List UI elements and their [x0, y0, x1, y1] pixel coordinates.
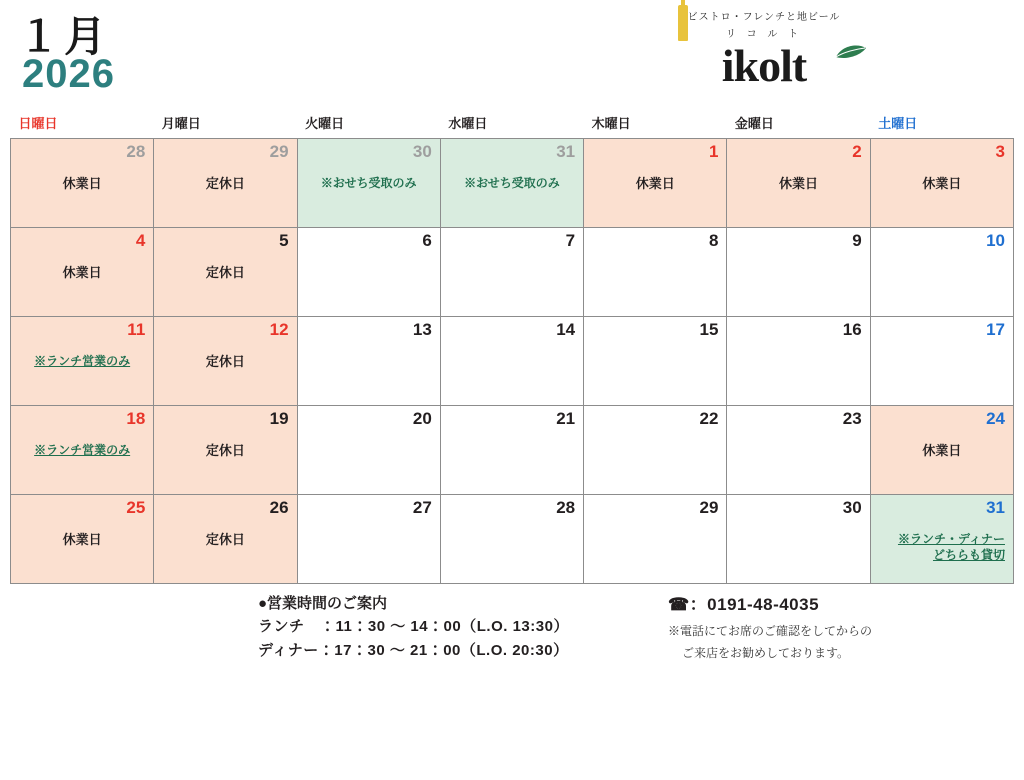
calendar-day-cell[interactable]: [584, 228, 727, 317]
weekday-header-mon: 月曜日: [161, 116, 201, 131]
calendar-day-cell[interactable]: [154, 317, 297, 406]
day-number: 7: [565, 231, 576, 250]
day-note: 休業日: [779, 176, 819, 191]
calendar-day-cell[interactable]: [440, 139, 583, 228]
day-note: ※ランチ・ディナー どちらも貸切: [897, 532, 1005, 563]
day-number: 28: [556, 498, 576, 517]
calendar-day-cell[interactable]: [297, 495, 440, 584]
day-number: 6: [422, 231, 432, 250]
calendar-day-cell[interactable]: [727, 139, 870, 228]
calendar-day-cell[interactable]: [727, 228, 870, 317]
day-number: 30: [842, 498, 862, 517]
calendar-day-cell[interactable]: [440, 317, 583, 406]
day-number: 13: [412, 320, 432, 339]
day-number: 20: [412, 409, 432, 428]
logo-tagline: ビストロ・フレンチと地ビール: [687, 12, 841, 23]
day-note: 休業日: [62, 265, 102, 280]
calendar-day-cell[interactable]: [727, 495, 870, 584]
weekday-header-fri: 金曜日: [734, 116, 774, 131]
phone-note-line-1: ※電話にてお席のご確認をしてからの: [668, 623, 873, 638]
calendar-day-cell[interactable]: [11, 317, 154, 406]
calendar-day-cell[interactable]: [297, 406, 440, 495]
day-number: 23: [842, 409, 862, 428]
calendar-day-cell[interactable]: [154, 139, 297, 228]
day-note: 休業日: [922, 443, 962, 458]
day-number: 12: [269, 320, 289, 339]
day-number: 21: [556, 409, 576, 428]
day-note: 休業日: [635, 176, 675, 191]
calendar-day-cell[interactable]: [440, 228, 583, 317]
leaf-icon: [834, 43, 868, 61]
calendar-day-cell[interactable]: [870, 495, 1013, 584]
calendar-day-cell[interactable]: [870, 317, 1013, 406]
calendar-body: [11, 139, 1014, 584]
day-number: 11: [127, 320, 146, 339]
day-number: 4: [135, 231, 146, 250]
weekday-header-sat: 土曜日: [878, 116, 918, 131]
day-number: 5: [279, 231, 289, 250]
day-number: 14: [556, 320, 576, 339]
day-number: 28: [126, 142, 146, 161]
day-number: 24: [986, 409, 1005, 428]
day-number: 27: [412, 498, 432, 517]
day-note: 定休日: [205, 443, 245, 458]
day-note: 定休日: [205, 532, 245, 547]
day-note: 休業日: [62, 532, 102, 547]
beer-bottle-icon: [678, 5, 688, 41]
day-number: 8: [708, 231, 719, 250]
weekday-header-row: [11, 110, 1014, 139]
business-hours-title: ●営業時間のご案内: [258, 595, 388, 612]
phone-note-line-2: ご来店をお勧めしております。: [682, 645, 850, 660]
calendar-day-cell[interactable]: [297, 139, 440, 228]
weekday-header-sun: 日曜日: [18, 116, 58, 131]
day-number: 17: [986, 320, 1005, 339]
calendar-day-cell[interactable]: [11, 406, 154, 495]
calendar-day-cell[interactable]: [154, 228, 297, 317]
day-note: 休業日: [62, 176, 102, 191]
calendar-day-cell[interactable]: [154, 406, 297, 495]
calendar-week-row: [11, 406, 1014, 495]
calendar-day-cell[interactable]: [727, 406, 870, 495]
day-number: 9: [852, 231, 862, 250]
day-note: ※ランチ営業のみ: [34, 443, 131, 457]
weekday-header-thu: 木曜日: [591, 116, 631, 131]
day-number: 3: [995, 142, 1005, 161]
year-title: 2026: [22, 52, 115, 96]
calendar-day-cell[interactable]: [870, 228, 1013, 317]
day-note: ※おせち受取のみ: [464, 176, 560, 190]
calendar-day-cell[interactable]: [11, 228, 154, 317]
calendar-day-cell[interactable]: [870, 406, 1013, 495]
calendar-week-row: [11, 228, 1014, 317]
calendar-day-cell[interactable]: [440, 495, 583, 584]
telephone-block: [668, 592, 872, 662]
calendar-day-cell[interactable]: [584, 317, 727, 406]
day-number: 22: [699, 409, 719, 428]
phone-number[interactable]: ☎：0191-48-4035: [668, 595, 820, 614]
day-number: 16: [842, 320, 862, 339]
page-header: [0, 0, 1024, 110]
calendar-week-row: [11, 317, 1014, 406]
day-number: 10: [986, 231, 1005, 250]
day-number: 15: [699, 320, 719, 339]
day-number: 29: [699, 498, 719, 517]
day-number: 1: [708, 142, 719, 161]
day-number: 25: [126, 498, 146, 517]
business-hours-block: [258, 592, 569, 662]
weekday-header-tue: 火曜日: [305, 116, 345, 131]
day-number: 29: [269, 142, 289, 161]
day-number: 26: [269, 498, 289, 517]
restaurant-logo: [614, 8, 914, 91]
calendar-day-cell[interactable]: [11, 139, 154, 228]
calendar-day-cell[interactable]: [584, 406, 727, 495]
day-number: 30: [412, 142, 432, 161]
lunch-hours: ランチ ：11：30 ～ 14：00（L.O. 13:30）: [258, 618, 569, 636]
day-number: 19: [269, 409, 289, 428]
day-note: ※ランチ営業のみ: [34, 354, 131, 368]
month-title: １月: [18, 13, 111, 60]
day-note: 定休日: [205, 265, 245, 280]
day-number: 2: [852, 142, 862, 161]
day-note: 休業日: [922, 176, 962, 191]
calendar-week-row: [11, 495, 1014, 584]
day-number: 31: [986, 498, 1005, 517]
footer-info: [0, 590, 1024, 680]
day-note: 定休日: [205, 354, 245, 369]
calendar-day-cell[interactable]: [297, 228, 440, 317]
weekday-header-wed: 水曜日: [448, 116, 488, 131]
calendar-day-cell[interactable]: [11, 495, 154, 584]
calendar-day-cell[interactable]: [584, 495, 727, 584]
calendar-day-cell[interactable]: [297, 317, 440, 406]
calendar-day-cell[interactable]: [584, 139, 727, 228]
dinner-hours: ディナー：17：30 ～ 21：00（L.O. 20:30）: [258, 641, 569, 659]
monthly-calendar: [10, 110, 1014, 584]
calendar-day-cell[interactable]: [154, 495, 297, 584]
calendar-week-row: [11, 139, 1014, 228]
day-number: 18: [126, 409, 146, 428]
day-number: 31: [556, 142, 576, 161]
logo-reading: リ コ ル ト: [725, 29, 803, 40]
calendar-day-cell[interactable]: [727, 317, 870, 406]
day-note: ※おせち受取のみ: [320, 176, 417, 190]
calendar-day-cell[interactable]: [440, 406, 583, 495]
calendar-day-cell[interactable]: [870, 139, 1013, 228]
logo-wordmark: ikolt: [721, 40, 807, 91]
day-note: 定休日: [205, 176, 245, 191]
